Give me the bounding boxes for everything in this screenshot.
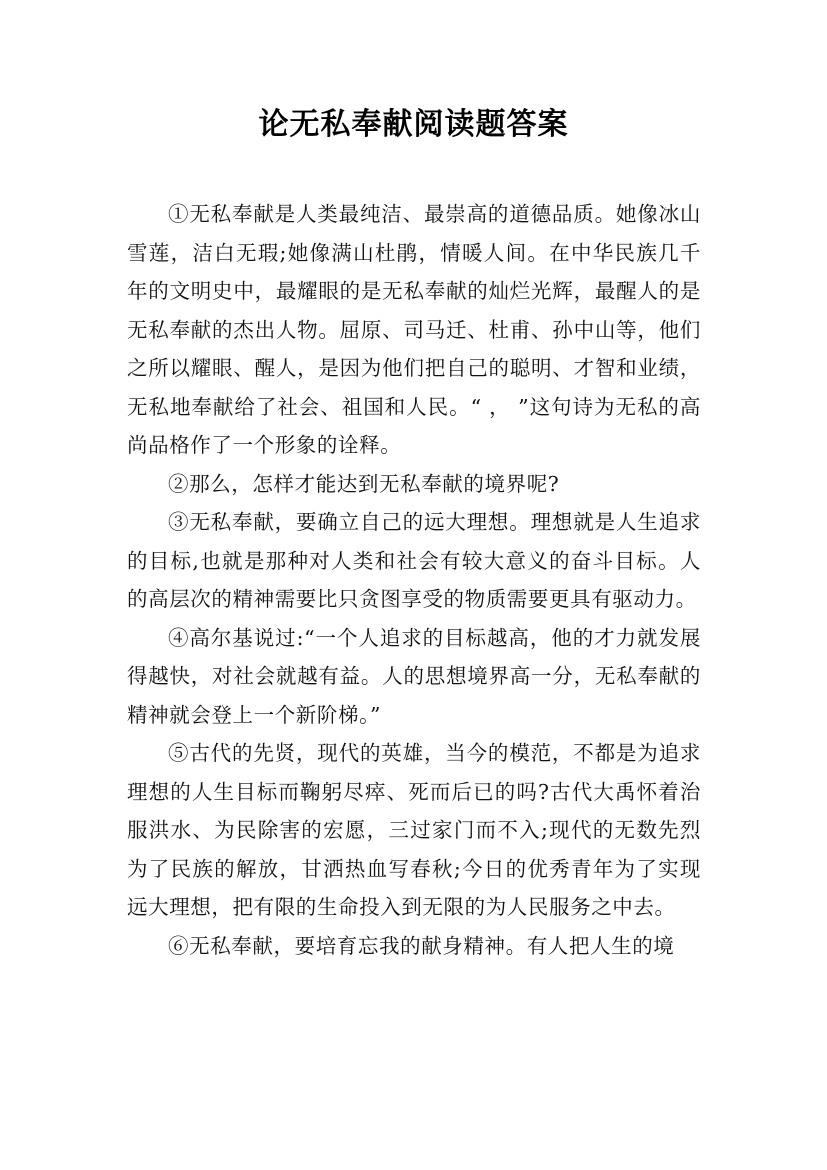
document-title: 论无私奉献阅读题答案 bbox=[258, 107, 569, 142]
paragraph-5: ⑤古代的先贤，现代的英雄，当今的模范，不都是为追求理想的人生目标而鞠躬尽瘁、死而后已的吗?古代大禹怀着治服洪水、为民除害的宏愿，三过家门而不入;现代的无数先烈为了民族的解放，甘洒热血写春秋;今日的优秀青年为了实现远大理想，把有限的生命投入到无限的为人民服务之中去。 bbox=[127, 741, 701, 919]
article-body bbox=[127, 195, 701, 965]
paragraph-4: ④高尔基说过:“一个人追求的目标越高，他的才力就发展得越快，对社会就越有益。人的思想境界高一分，无私奉献的精神就会登上一个新阶梯。” bbox=[127, 625, 701, 727]
paragraph-6: ⑥无私奉献，要培育忘我的献身精神。有人把人生的境 bbox=[168, 933, 675, 958]
paragraph-2: ②那么，怎样才能达到无私奉献的境界呢? bbox=[168, 471, 560, 496]
paragraph-1: ①无私奉献是人类最纯洁、最崇高的道德品质。她像冰山雪莲，洁白无瑕;她像满山杜鹃，情暖人间。在中华民族几千年的文明史中，最耀眼的是无私奉献的灿烂光辉，最醒人的是无私奉献的杰出人物。屈原、司马迁、杜甫、孙中山等，他们之所以耀眼、醒人，是因为他们把自己的聪明、才智和业绩，无私地奉献给了社会、祖国和人民。“ ， ”这句诗为无私的高尚品格作了一个形象的诠释。 bbox=[127, 202, 701, 457]
paragraph-3: ③无私奉献，要确立自己的远大理想。理想就是人生追求的目标,也就是那种对人类和社会有较大意义的奋斗目标。人的高层次的精神需要比只贪图享受的物质需要更具有驱动力。 bbox=[127, 510, 701, 611]
